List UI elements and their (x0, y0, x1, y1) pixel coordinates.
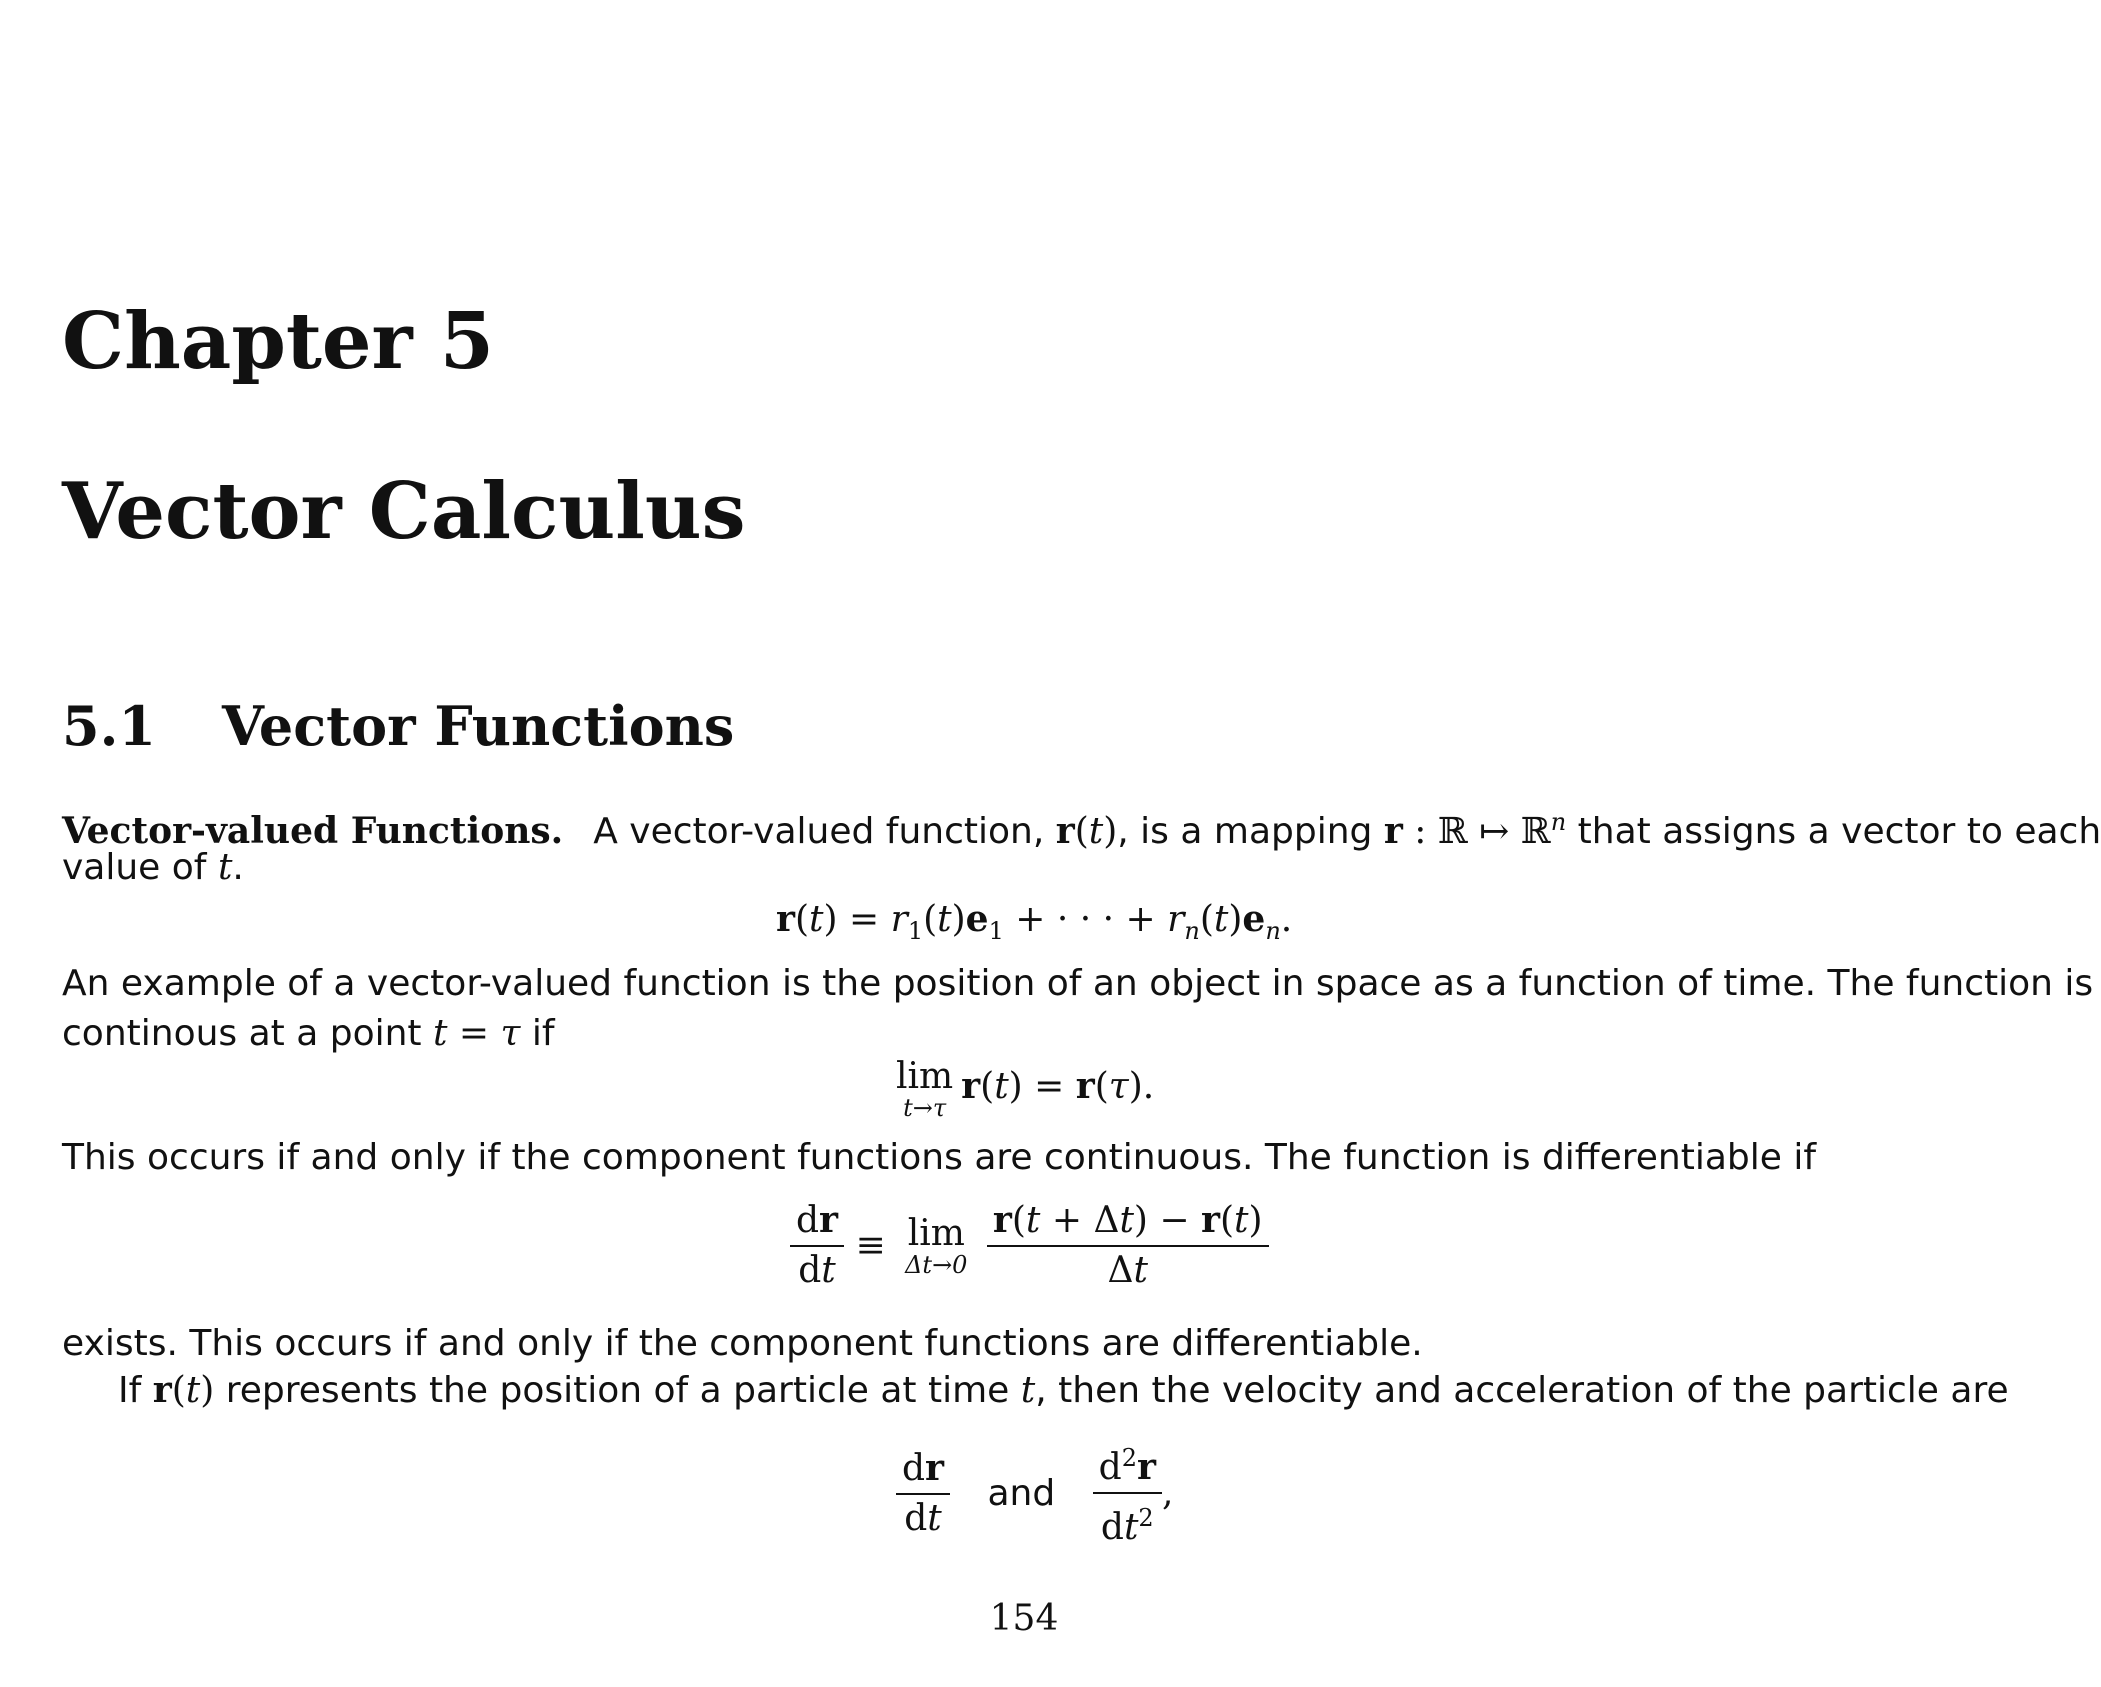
paragraph-2-line-1: An example of a vector-valued function is the position of an object in space as a function of time. The function is (62, 963, 2094, 1004)
section-number: 5.1 (62, 694, 156, 758)
paragraph-1-line-2: value of t. (62, 847, 244, 888)
section-title: Vector Functions (221, 694, 735, 758)
paragraph-1-line-1: Vector-valued Functions. A vector-valued function, r(t), is a mapping r : ℝ ↦ ℝ$^n$ that assigns a vector to each (62, 808, 2101, 852)
equation-derivative-definition: $\frac{dr}{dt}$ ≡ lim Δt→0 $\frac{r(t + \Delta t) - r(t)}{\Delta t}$ (790, 1200, 1269, 1291)
paragraph-4-line-1: exists. This occurs if and only if the component functions are differentiable. (62, 1323, 1423, 1364)
equation-continuity-limit: lim t→τ r(t) = r(τ). (896, 1056, 1155, 1122)
runin-heading: Vector-valued Functions. (62, 810, 564, 852)
paragraph-4-line-2: If r(t) represents the position of a particle at time t, then the velocity and acceleration of the particle are (118, 1369, 2009, 1411)
chapter-title: Vector Calculus (62, 466, 746, 557)
equation-vector-components: $r(t) = r_1(t)e_1$ + · · · + $r_n(t)e_n$. (776, 898, 1293, 946)
section-heading (62, 694, 734, 758)
paragraph-3-line-1: This occurs if and only if the component functions are continuous. The function is differentiable if (62, 1137, 1817, 1178)
chapter-label: Chapter 5 (62, 296, 495, 387)
equation-velocity-acceleration: $\frac{dr}{dt}$ and $\frac{d^2r}{dt^2}$ , (896, 1438, 1173, 1548)
page-number: 154 (989, 1598, 1059, 1639)
paragraph-2-line-2: continous at a point t = τ if (62, 1013, 555, 1054)
and-connector: and (987, 1472, 1056, 1514)
